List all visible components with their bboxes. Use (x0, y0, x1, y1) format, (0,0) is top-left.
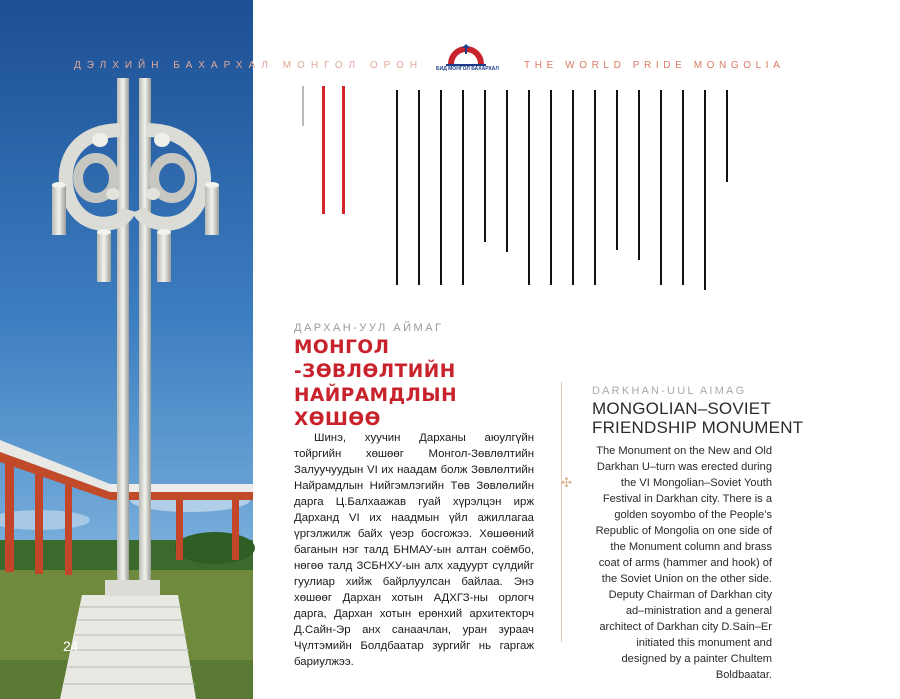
header-left-text: ДЭЛХИЙН БАХАРХАЛ МОНГОЛ ОРОН (74, 60, 424, 71)
page-number: 24 (63, 638, 79, 654)
mongolian-region-label: ДАРХАН-УУЛ АЙМАГ (294, 322, 444, 334)
mongolian-script-title-line (338, 86, 348, 214)
mongolian-script-line (458, 90, 468, 285)
mongolian-script-line (414, 90, 424, 285)
mongolian-script-line (722, 90, 732, 182)
mongolian-script-line (546, 90, 556, 285)
mongolian-script-line (656, 90, 666, 285)
mongolian-script-line (502, 90, 512, 252)
mongolian-script-line (612, 90, 622, 250)
mongolian-script-title-line (298, 86, 308, 126)
mongolian-script-line (524, 90, 534, 285)
mongolian-script-line (568, 90, 578, 285)
logo (436, 42, 499, 76)
header-right-text: THE WORLD PRIDE MONGOLIA (524, 60, 785, 71)
english-body-text: The Monument on the New and Old Darkhan U–turn was erected during the VI Mongolian–Soviet Youth Festival in Darkhan city. There is a golden soyombo of the People’s Republic of Mongolia on one side of the Monument column and brass coat of arms (hammer and hook) of the Soviet Union on the other side. Deputy Chairman of Darkhan city ad–ministration and a general architect of Darkhan city D.Sain–Er initiated this monument and designed by a painter Chultem Boldbaatar. (595, 445, 772, 681)
mongolian-title: МОНГОЛ -ЗӨВЛӨЛТИЙН НАЙРАМДЛЫН ХӨШӨӨ (294, 337, 458, 430)
mongolian-script-line (678, 90, 688, 285)
mongolian-script-line (436, 90, 446, 285)
endless-knot-icon: ✣ (561, 475, 572, 490)
logo-caption: БИД МОНГОЛ БАХАРХАЛ (436, 66, 499, 72)
mongolian-script-line (700, 90, 710, 290)
english-title: MONGOLIAN–SOVIET FRIENDSHIP MONUMENT (592, 399, 804, 437)
mongolian-script-line (480, 90, 490, 242)
mongolian-script-title-line (318, 86, 328, 214)
mongolian-body-text: Шинэ, хуучин Дарханы аюулгүйн тойргийн хөшөөг Монгол-Зөвлөлтийн Залуучуудын VI их наадам болж Зөвлөлтийн Найрамдлын Нийгэмлэгийн Төв Зөвлөлийн дарга Ц.Балхаажав гуай хүрэлцэн ирж Дарханд VI их наадмын үйл ажиллагаа үргэлжилж байх үеэр босгожээ. Хөшөөний баганын нэг талд БНМАУ-ын алтан соёмбо, нөгөө талд ЗСБНХУ-ын алх хадуурт сүлдийг гуулиар хийж байрлуулсан байлаа. Энэ хөшөөг Дархан хотын АДХГЗ-ны орлогч дарга, Дархан хотын ерөнхий архитекторч Д.Сайн-Эр анх санаачлан, уран зураач Чүлтэмийн Болдбаатар зургийг нь гаргаж бариулжээ. (294, 432, 534, 668)
english-region-label: DARKHAN-UUL AIMAG (592, 385, 747, 397)
column-divider (561, 382, 562, 642)
mongolian-script-line (634, 90, 644, 260)
mongolian-script-line (590, 90, 600, 285)
mongolian-script-line (392, 90, 402, 285)
